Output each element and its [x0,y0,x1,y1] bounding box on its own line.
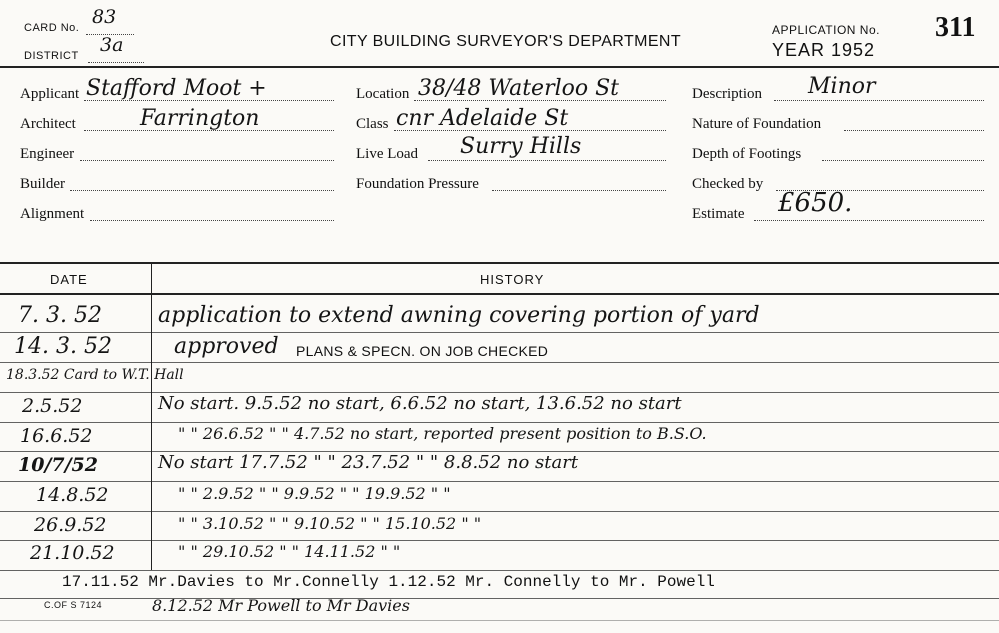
history-row-5-text: " " 26.6.52 " " 4.7.52 no start, reported present position to B.S.O. [178,424,707,443]
card-no-label: CARD No. [24,22,80,34]
history-row-4-text: No start. 9.5.52 no start, 6.6.52 no start, 13.6.52 no start [158,393,682,414]
district-label: DISTRICT [24,50,79,62]
district-value: 3a [100,34,124,56]
history-row-3-date: 18.3.52 Card to W.T. Hall [6,367,184,383]
history-row-9-date: 21.10.52 [30,542,115,564]
class-label: Class [356,116,389,132]
history-row-4-date: 2.5.52 [22,395,83,417]
live-load-label: Live Load [356,146,419,162]
live-load-value: Surry Hills [460,134,582,159]
estimate-value: £650. [778,188,853,218]
estimate-label: Estimate [692,206,745,222]
history-row-8-date: 26.9.52 [34,514,107,536]
nature-of-foundation-label: Nature of Foundation [692,116,822,132]
history-row-7-date: 14.8.52 [36,484,109,506]
history-row-9-text: " " 29.10.52 " " 14.11.52 " " [178,542,401,561]
history-row-1-text: application to extend awning covering portion of yard [158,303,760,328]
architect-value: Farrington [140,106,260,131]
typed-transfer-note: 17.11.52 Mr.Davies to Mr.Connelly 1.12.52 Mr. Connelly to Mr. Powell [62,573,715,591]
applicant-label: Applicant [20,86,80,102]
table-top-rule [0,262,999,264]
architect-label: Architect [20,116,76,132]
department-title: CITY BUILDING SURVEYOR'S DEPARTMENT [330,33,682,50]
description-value: Minor [808,74,876,99]
history-row-6-date: 10/7/52 [18,454,98,476]
engineer-label: Engineer [20,146,75,162]
date-header: DATE [50,272,88,287]
applicant-value: Stafford Moot + [86,76,267,101]
depth-of-footings-label: Depth of Footings [692,146,802,162]
card-no-value: 83 [92,6,117,28]
history-header: HISTORY [480,272,545,287]
location-label: Location [356,86,410,102]
description-label: Description [692,86,762,102]
history-row-5-date: 16.6.52 [20,425,93,447]
history-row-1-date: 7. 3. 52 [18,303,102,328]
history-row-8-text: " " 3.10.52 " " 9.10.52 " " 15.10.52 " " [178,514,482,533]
form-code: C.OF S 7124 [44,600,103,610]
table-header-rule [0,293,999,295]
alignment-label: Alignment [20,206,85,222]
history-row-6-text: No start 17.7.52 " " 23.7.52 " " 8.8.52 no start [158,452,579,473]
final-transfer-note: 8.12.52 Mr Powell to Mr Davies [152,596,410,615]
application-number: 311 [935,12,976,43]
class-value: cnr Adelaide St [396,106,569,131]
location-value: 38/48 Waterloo St [418,76,620,101]
history-row-2-date: 14. 3. 52 [14,334,112,359]
builder-label: Builder [20,176,65,192]
history-row-2-text: approved [174,334,279,359]
checked-by-label: Checked by [692,176,764,192]
header-rule [0,66,999,68]
history-row-2-stamp: PLANS & SPECN. ON JOB CHECKED [296,343,549,359]
foundation-pressure-label: Foundation Pressure [356,176,479,192]
date-column-divider [151,264,152,570]
application-label: APPLICATION No. [772,23,880,37]
history-row-7-text: " " 2.9.52 " " 9.9.52 " " 19.9.52 " " [178,484,451,503]
year: YEAR 1952 [772,40,876,60]
